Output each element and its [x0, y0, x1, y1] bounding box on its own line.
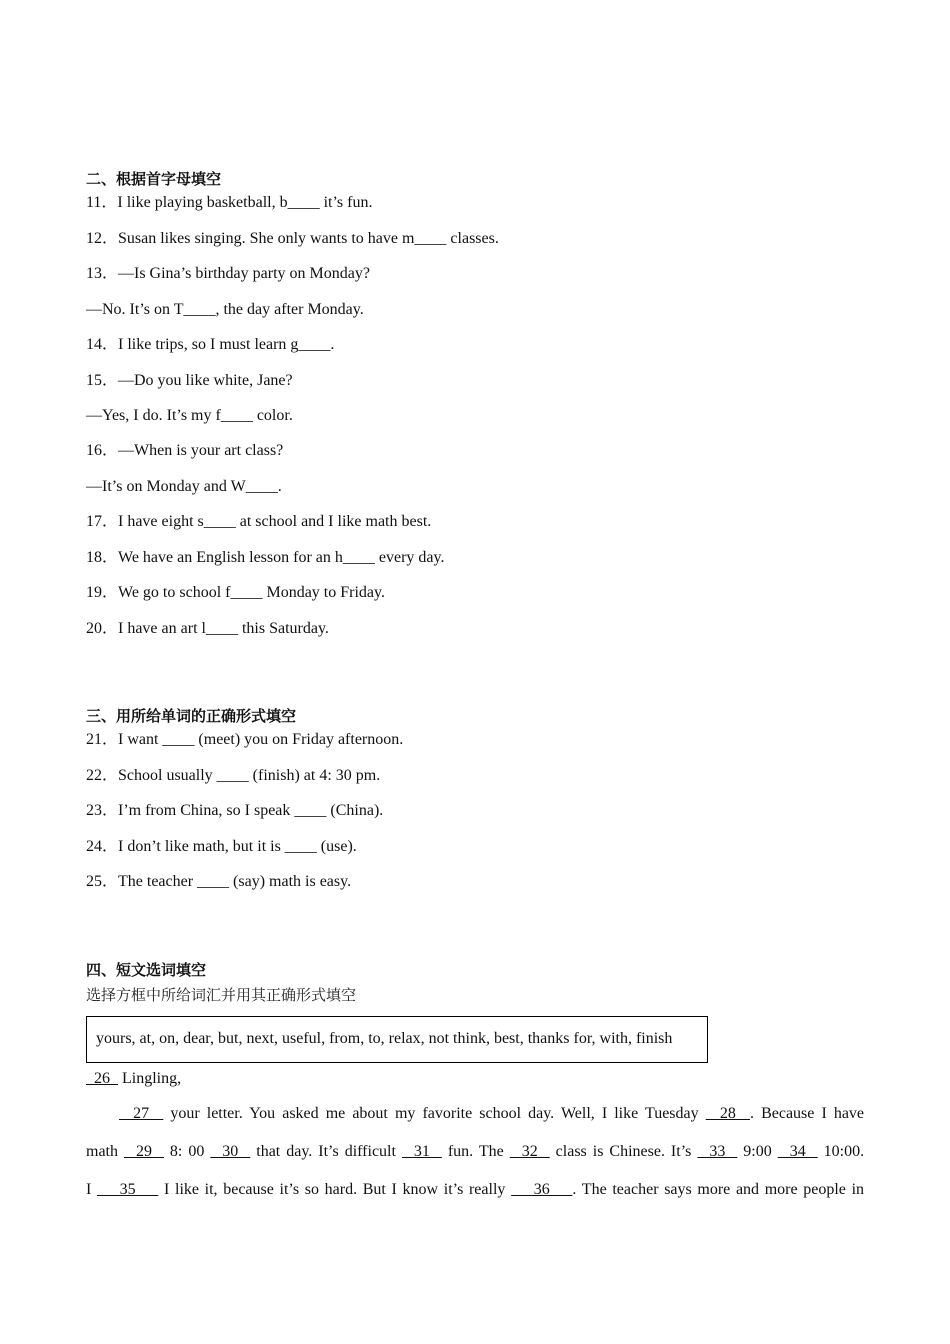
- question-25: 25．The teacher ____ (say) math is easy.: [86, 873, 352, 890]
- answer-blank: 30: [210, 1143, 251, 1160]
- passage-line-2: [86, 1142, 864, 1162]
- question-17: 17．I have eight s____ at school and I like math best.: [86, 513, 432, 530]
- word-box: [86, 1016, 708, 1063]
- question-20: 20．I have an art l____ this Saturday.: [86, 620, 329, 637]
- answer-blank: 35: [97, 1181, 159, 1198]
- question-21: 21．I want ____ (meet) you on Friday afternoon.: [86, 731, 404, 748]
- letter-greeting: [86, 1069, 181, 1089]
- question-23: 23．I’m from China, so I speak ____ (China).: [86, 802, 384, 819]
- question-22: 22．School usually ____ (finish) at 4: 30 pm.: [86, 767, 381, 784]
- passage-text: 9:00: [737, 1143, 778, 1160]
- answer-blank: 27: [119, 1105, 164, 1122]
- answer-blank: 34: [777, 1143, 818, 1160]
- answer-blank: 31: [401, 1143, 442, 1160]
- question-11: 11．I like playing basketball, b____ it’s fun.: [86, 194, 373, 211]
- answer-blank: 33: [697, 1143, 738, 1160]
- passage-text: that day. It’s difficult: [250, 1143, 402, 1160]
- passage-text: 10:00.: [817, 1143, 865, 1160]
- passage-text: 8: 00: [163, 1143, 211, 1160]
- question-19: 19．We go to school f____ Monday to Friday.: [86, 584, 385, 601]
- greeting-name: Lingling,: [118, 1070, 182, 1087]
- passage-text: your letter. You asked me about my favorite school day. Well, I like Tuesday: [163, 1105, 706, 1122]
- answer-blank: 29: [123, 1143, 164, 1160]
- question-18: 18．We have an English lesson for an h____ every day.: [86, 549, 445, 566]
- section-3-title: 三、用所给单词的正确形式填空: [86, 707, 297, 725]
- section-4-instruction: 选择方框中所给词汇并用其正确形式填空: [86, 986, 357, 1004]
- question-14: 14．I like trips, so I must learn g____.: [86, 336, 335, 353]
- passage-text: math: [86, 1143, 124, 1160]
- question-13: 13．—Is Gina’s birthday party on Monday?: [86, 265, 370, 282]
- passage-text: . The teacher says more and more people in: [572, 1181, 865, 1198]
- question-12: 12．Susan likes singing. She only wants to have m____ classes.: [86, 230, 499, 247]
- passage-line-3: [86, 1180, 864, 1200]
- question-15-answer-line: —Yes, I do. It’s my f____ color.: [86, 407, 293, 424]
- question-15: 15．—Do you like white, Jane?: [86, 372, 293, 389]
- answer-blank: 32: [509, 1143, 550, 1160]
- passage-text: fun. The: [441, 1143, 510, 1160]
- passage-text: . Because I have: [750, 1105, 865, 1122]
- passage-text: I like it, because it’s so hard. But I know it’s really: [158, 1181, 512, 1198]
- question-16: 16．—When is your art class?: [86, 442, 284, 459]
- passage-text: class is Chinese. It’s: [549, 1143, 698, 1160]
- word-box-list: yours, at, on, dear, but, next, useful, from, to, relax, not think, best, thanks for, with, finish: [96, 1030, 673, 1047]
- section-4-title: 四、短文选词填空: [86, 961, 207, 979]
- section-2-title: 二、根据首字母填空: [86, 170, 222, 188]
- answer-blank: 28: [705, 1105, 750, 1122]
- blank-26: 26: [86, 1070, 118, 1087]
- passage-text: I: [86, 1181, 97, 1198]
- question-24: 24．I don’t like math, but it is ____ (use).: [86, 838, 357, 855]
- question-13-answer-line: —No. It’s on T____, the day after Monday.: [86, 301, 364, 318]
- passage-line-1: [86, 1104, 864, 1124]
- question-16-answer-line: —It’s on Monday and W____.: [86, 478, 282, 495]
- answer-blank: 36: [511, 1181, 573, 1198]
